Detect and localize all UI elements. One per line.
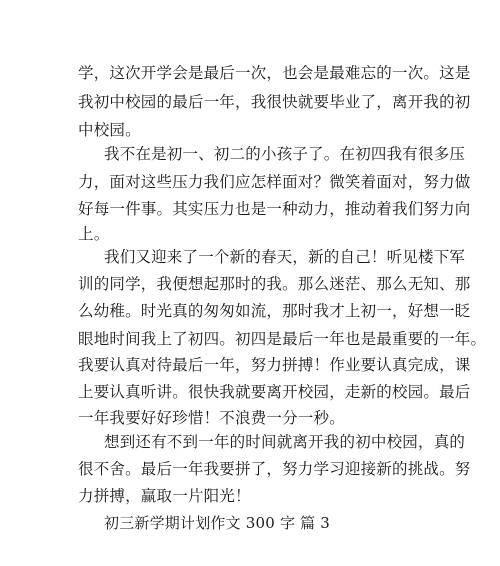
text-line: 上要认真听讲。很快我就要离开校园，走新的校园。最后 <box>78 383 471 401</box>
text-line: 中校园。 <box>78 121 141 139</box>
text-line: 上。 <box>78 225 110 243</box>
text-line: 好每一件事。其实压力也是一种动力，推动着我们努力向 <box>78 200 471 218</box>
paragraph-first-line: 我们又迎来了一个新的春天，新的自己！听见楼下军 <box>104 248 466 266</box>
paragraph-first-line: 想到还有不到一年的时间就离开我的初中校园，真的 <box>104 433 466 451</box>
text-line: 眼地时间我上了初四。初四是最后一年也是最重要的一年。 <box>78 330 487 348</box>
paragraph-first-line: 我不在是初一、初二的小孩子了。在初四我有很多压 <box>104 145 466 163</box>
text-line: 很不舍。最后一年我要拼了，努力学习迎接新的挑战。努 <box>78 460 471 478</box>
text-line: 我初中校园的最后一年，我很快就要毕业了，离开我的初 <box>78 93 471 111</box>
text-line: 我要认真对待最后一年，努力拼搏！作业要认真完成，课 <box>78 356 471 374</box>
text-line: 力，面对这些压力我们应怎样面对？微笑着面对，努力做 <box>78 173 471 191</box>
text-line: 力拼搏，赢取一片阳光！ <box>78 487 251 505</box>
text-line: 一年我要好好珍惜！不浪费一分一秒。 <box>78 409 345 427</box>
section-heading: 初三新学期计划作文 300 字 篇 3 <box>104 514 331 532</box>
text-line: 学，这次开学会是最后一次，也会是最难忘的一次。这是 <box>78 64 471 82</box>
text-line: 训的同学，我便想起那时的我。那么迷茫、那么无知、那 <box>78 275 471 293</box>
text-line: 么幼稚。时光真的匆匆如流，那时我才上初一，好想一眨 <box>78 302 471 320</box>
